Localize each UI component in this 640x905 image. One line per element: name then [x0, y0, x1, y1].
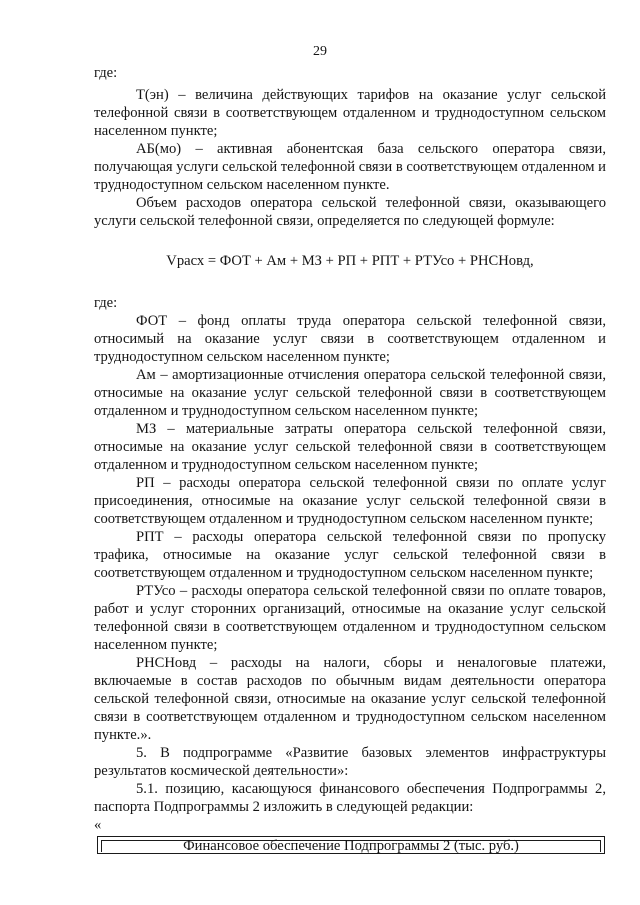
- item-5-1: 5.1. позицию, касающуюся финансового обеспечения Подпрограммы 2, паспорта Подпрограммы 2 изложить в следующей редакции:: [94, 781, 606, 815]
- definition-term: Ам: [136, 367, 156, 383]
- table-title: Финансовое обеспечение Подпрограммы 2 (тыс. руб.): [183, 837, 519, 854]
- definition-text: расходы оператора сельской телефонной связи по пропуску трафика, относимые на оказание услуг сельской телефонной связи в соответствующем отдаленном и труднодоступном сельском населенном пункте;: [94, 529, 606, 581]
- definition-am: Ам – амортизационные отчисления оператора сельской телефонной связи, относимые на оказание услуг сельской телефонной связи в соответствующем отдаленном и труднодоступном сельском населенном пункте;: [94, 367, 607, 419]
- definition-text: амортизационные отчисления оператора сельской телефонной связи, относимые на оказание услуг сельской телефонной связи в соответствующем отдаленном и труднодоступном сельском населенном пункте;: [94, 367, 607, 419]
- definition-text: расходы оператора сельской телефонной связи по оплате услуг присоединения, относимые на оказание услуг сельской телефонной связи в соответствующем отдаленном и труднодоступном сельском населенном пункте;: [94, 475, 607, 527]
- tariff-definition: Т(эн) – величина действующих тарифов на оказание услуг сельской телефонной связи в соответствующем отдаленном и труднодоступном сельском населенном пункте;: [94, 87, 606, 139]
- definition-text: фонд оплаты труда оператора сельской телефонной связи, относимый на оказание услуг связи в соответствующем отдаленном и труднодоступном сельском населенном пункте;: [94, 313, 606, 365]
- definition-term: ФОТ: [136, 313, 168, 329]
- item-5: 5. В подпрограмме «Развитие базовых элементов инфраструктуры результатов космической деятельности»:: [94, 745, 606, 779]
- definition-term: РТУсо: [136, 583, 176, 599]
- definition-mz: МЗ – материальные затраты оператора сельской телефонной связи, относимые на оказание услуг сельской телефонной связи в соответствующем отдаленном и труднодоступном сельском населенном пункте;: [94, 421, 607, 473]
- expense-intro: Объем расходов оператора сельской телефонной связи, оказывающего услуги сельской телефонной связи, определяется по следующей формуле:: [94, 195, 606, 229]
- definition-text: расходы на налоги, сборы и неналоговые платежи, включаемые в состав расходов по обычным видам деятельности оператора сельской телефонной связи, относимые на оказание услуг сельской телефонной связи в соответствующем отдаленном и труднодоступном сельском населенном пункте.».: [94, 655, 606, 743]
- definition-text: материальные затраты оператора сельской телефонной связи, относимые на оказание услуг сельской телефонной связи в соответствующем отдаленном и труднодоступном сельском населенном пункте;: [94, 421, 607, 473]
- definition-rp: РП – расходы оператора сельской телефонной связи по оплате услуг присоединения, относимые на оказание услуг сельской телефонной связи в соответствующем отдаленном и труднодоступном сельском населенном пункте;: [94, 475, 607, 527]
- document-body: [94, 64, 606, 832]
- definition-term: РП: [136, 475, 155, 491]
- where-label: где:: [94, 65, 118, 81]
- page-number: 29: [313, 44, 327, 59]
- definition-term: РПТ: [136, 529, 164, 545]
- definition-text: расходы оператора сельской телефонной связи по оплате товаров, работ и услуг сторонних организаций, относимые на оказание услуг сельской телефонной связи в соответствующем отдаленном и труднодоступном сельском населенном пункте;: [94, 583, 606, 653]
- definition-rpt: РПТ – расходы оператора сельской телефонной связи по пропуску трафика, относимые на оказание услуг сельской телефонной связи в соответствующем отдаленном и труднодоступном сельском населенном пункте;: [94, 529, 606, 581]
- financing-table-header: [97, 836, 605, 854]
- definition-term: РНСНовд: [136, 655, 197, 671]
- where-label-2: где:: [94, 295, 118, 311]
- opening-quote: «: [94, 817, 102, 833]
- subscriber-definition: АБ(мо) – активная абонентская база сельского оператора связи, получающая услуги сельской телефонной связи в соответствующем отдаленном и труднодоступном сельском населенном пункте.: [94, 141, 606, 193]
- expense-formula: Vрасх = ФОТ + Ам + МЗ + РП + РПТ + РТУсо + РНСНовд,: [166, 253, 534, 269]
- definition-term: МЗ: [136, 421, 157, 437]
- definition-fot: ФОТ – фонд оплаты труда оператора сельской телефонной связи, относимый на оказание услуг связи в соответствующем отдаленном и труднодоступном сельском населенном пункте;: [94, 313, 606, 365]
- definition-rtuso: РТУсо – расходы оператора сельской телефонной связи по оплате товаров, работ и услуг сторонних организаций, относимые на оказание услуг сельской телефонной связи в соответствующем отдаленном и труднодоступном сельском населенном пункте;: [94, 583, 606, 653]
- definition-rnsnovd: РНСНовд – расходы на налоги, сборы и неналоговые платежи, включаемые в состав расходов по обычным видам деятельности оператора сельской телефонной связи, относимые на оказание услуг сельской телефонной связи в соответствующем отдаленном и труднодоступном сельском населенном пункте.».: [94, 655, 606, 743]
